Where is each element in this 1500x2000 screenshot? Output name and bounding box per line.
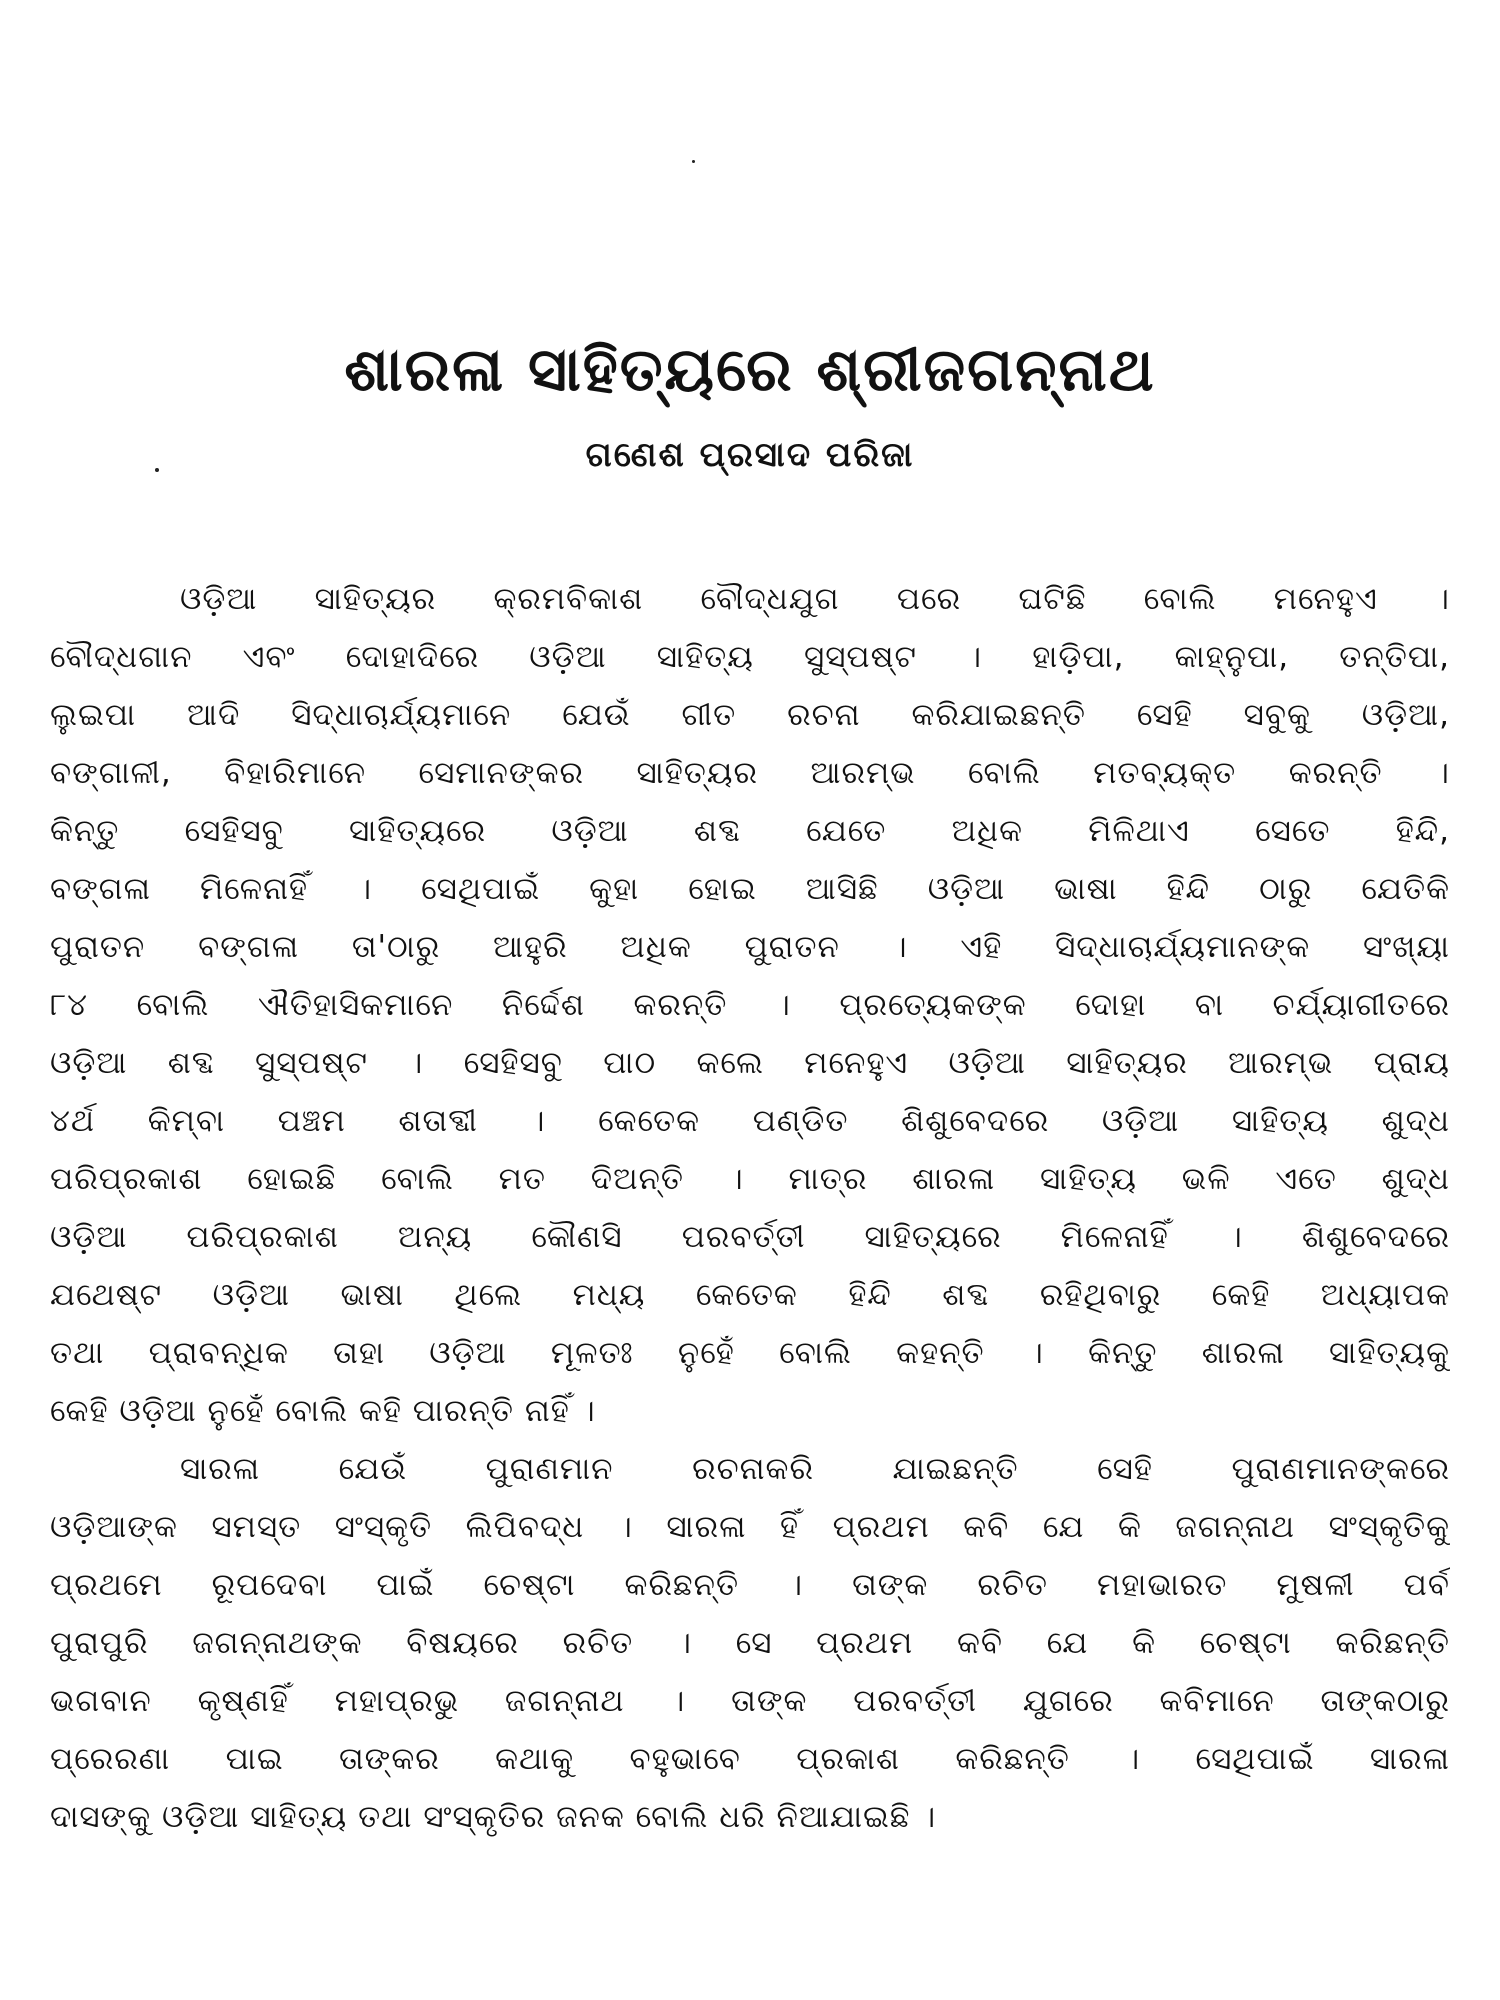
text-line: ବୌଦ୍ଧଗାନ ଏବଂ ଦୋହାଦିରେ ଓଡ଼ିଆ ସାହିତ୍ୟ ସୁସ୍ପଷ୍ଟ । ହାଡ଼ିପା, କାହ୍ନୁପା, ତନ୍ତିପା, — [50, 639, 1450, 675]
text-line: ଦାସଙ୍କୁ ଓଡ଼ିଆ ସାହିତ୍ୟ ତଥା ସଂସ୍କୃତିର ଜନକ ବୋଲି ଧରି ନିଆଯାଇଛି । — [50, 1799, 937, 1835]
text-line: ଓଡ଼ିଆ ପରିପ୍ରକାଶ ଅନ୍ୟ କୌଣସି ପରବର୍ତ୍ତୀ ସାହିତ୍ୟରେ ମିଳେନାହିଁ । ଶିଶୁବେଦରେ — [50, 1219, 1450, 1255]
text-line: ପୁରାପୁରି ଜଗନ୍ନାଥଙ୍କ ବିଷୟରେ ରଚିତ । ସେ ପ୍ରଥମ କବି ଯେ କି ଚେଷ୍ଟା କରିଛନ୍ତି — [50, 1625, 1450, 1661]
article-title: ଶାରଳା ସାହିତ୍ୟରେ ଶ୍ରୀଜଗନ୍ନାଥ — [344, 335, 1156, 405]
text-line: କେହି ଓଡ଼ିଆ ନୁହେଁ ବୋଲି କହି ପାରନ୍ତି ନାହିଁ । — [50, 1393, 596, 1429]
text-line: ପ୍ରେରଣା ପାଇ ତାଙ୍କର କଥାକୁ ବହୁଭାବେ ପ୍ରକାଶ କରିଛନ୍ତି । ସେଥିପାଇଁ ସାରଳା — [50, 1741, 1450, 1777]
text-line: ପରିପ୍ରକାଶ ହୋଇଛି ବୋଲି ମତ ଦିଅନ୍ତି । ମାତ୍ର ଶାରଳା ସାହିତ୍ୟ ଭଳି ଏତେ ଶୁଦ୍ଧ — [50, 1161, 1450, 1197]
text-line: ଓଡ଼ିଆ ଶବ୍ଦ ସୁସ୍ପଷ୍ଟ । ସେହିସବୁ ପାଠ କଲେ ମନେହୁଏ ଓଡ଼ିଆ ସାହିତ୍ୟର ଆରମ୍ଭ ପ୍ରାୟ — [50, 1045, 1450, 1081]
text-line: ଓଡ଼ିଆ ସାହିତ୍ୟର କ୍ରମବିକାଶ ବୌଦ୍ଧଯୁଗ ପରେ ଘଟିଛି ବୋଲି ମନେହୁଏ । — [180, 581, 1450, 617]
text-line: ବଙ୍ଗାଳୀ, ବିହାରିମାନେ ସେମାନଙ୍କର ସାହିତ୍ୟର ଆରମ୍ଭ ବୋଲି ମତବ୍ୟକ୍ତ କରନ୍ତି । — [50, 755, 1450, 791]
text-line: ଭଗବାନ କୃଷ୍ଣହିଁ ମହାପ୍ରଭୁ ଜଗନ୍ନାଥ । ତାଙ୍କ ପରବର୍ତ୍ତୀ ଯୁଗରେ କବିମାନେ ତାଙ୍କଠାରୁ — [50, 1683, 1450, 1719]
text-line: ଲୁଇପା ଆଦି ସିଦ୍ଧାଚାର୍ଯ୍ୟମାନେ ଯେଉଁ ଗୀତ ରଚନା କରିଯାଇଛନ୍ତି ସେହି ସବୁକୁ ଓଡ଼ିଆ, — [50, 697, 1450, 733]
text-line: ପ୍ରଥମେ ରୂପଦେବା ପାଇଁ ଚେଷ୍ଟା କରିଛନ୍ତି । ତାଙ୍କ ରଚିତ ମହାଭାରତ ମୁଷଳୀ ପର୍ବ — [50, 1567, 1450, 1603]
paragraph-2 — [50, 1440, 1450, 1846]
text-line: ଓଡ଼ିଆଙ୍କ ସମସ୍ତ ସଂସ୍କୃତି ଲିପିବଦ୍ଧ । ସାରଳା ହିଁ ପ୍ରଥମ କବି ଯେ କି ଜଗନ୍ନାଥ ସଂସ୍କୃତିକୁ — [50, 1509, 1450, 1545]
text-line: କିନ୍ତୁ ସେହିସବୁ ସାହିତ୍ୟରେ ଓଡ଼ିଆ ଶବ୍ଦ ଯେତେ ଅଧିକ ମିଳିଥାଏ ସେତେ ହିନ୍ଦି, — [50, 813, 1450, 849]
text-line: ପୁରାତନ ବଙ୍ଗଳା ତା'ଠାରୁ ଆହୁରି ଅଧିକ ପୁରାତନ । ଏହି ସିଦ୍ଧାଚାର୍ଯ୍ୟମାନଙ୍କ ସଂଖ୍ୟା — [50, 929, 1450, 965]
text-line: ଯଥେଷ୍ଟ ଓଡ଼ିଆ ଭାଷା ଥିଲେ ମଧ୍ୟ କେତେକ ହିନ୍ଦି ଶବ୍ଦ ରହିଥିବାରୁ କେହି ଅଧ୍ୟାପକ — [50, 1277, 1450, 1313]
text-line: ବଙ୍ଗଳା ମିଳେନାହିଁ । ସେଥିପାଇଁ କୁହା ହୋଇ ଆସିଛି ଓଡ଼ିଆ ଭାଷା ହିନ୍ଦି ଠାରୁ ଯେତିକି — [50, 871, 1450, 907]
paragraph-1 — [50, 570, 1450, 1440]
scan-speck — [692, 160, 695, 163]
text-line: ୮୪ ବୋଲି ଐତିହାସିକମାନେ ନିର୍ଦ୍ଦେଶ କରନ୍ତି । ପ୍ରତ୍ୟେକଙ୍କ ଦୋହା ବା ଚର୍ଯ୍ୟାଗୀତରେ — [50, 987, 1450, 1023]
article-body — [50, 570, 1450, 1846]
article-author: ଗଣେଶ ପ୍ରସାଦ ପରିଜା — [585, 435, 915, 475]
text-line: ୪ର୍ଥ କିମ୍ବା ପଞ୍ଚମ ଶତାବ୍ଦୀ । କେତେକ ପଣ୍ଡିତ ଶିଶୁବେଦରେ ଓଡ଼ିଆ ସାହିତ୍ୟ ଶୁଦ୍ଧ — [50, 1103, 1450, 1139]
text-line: ସାରଳା ଯେଉଁ ପୁରାଣମାନ ରଚନାକରି ଯାଇଛନ୍ତି ସେହି ପୁରାଣମାନଙ୍କରେ — [180, 1451, 1450, 1487]
text-line: ତଥା ପ୍ରାବନ୍ଧିକ ତାହା ଓଡ଼ିଆ ମୂଳତଃ ନୁହେଁ ବୋଲି କହନ୍ତି । କିନ୍ତୁ ଶାରଳା ସାହିତ୍ୟକୁ — [50, 1335, 1450, 1371]
